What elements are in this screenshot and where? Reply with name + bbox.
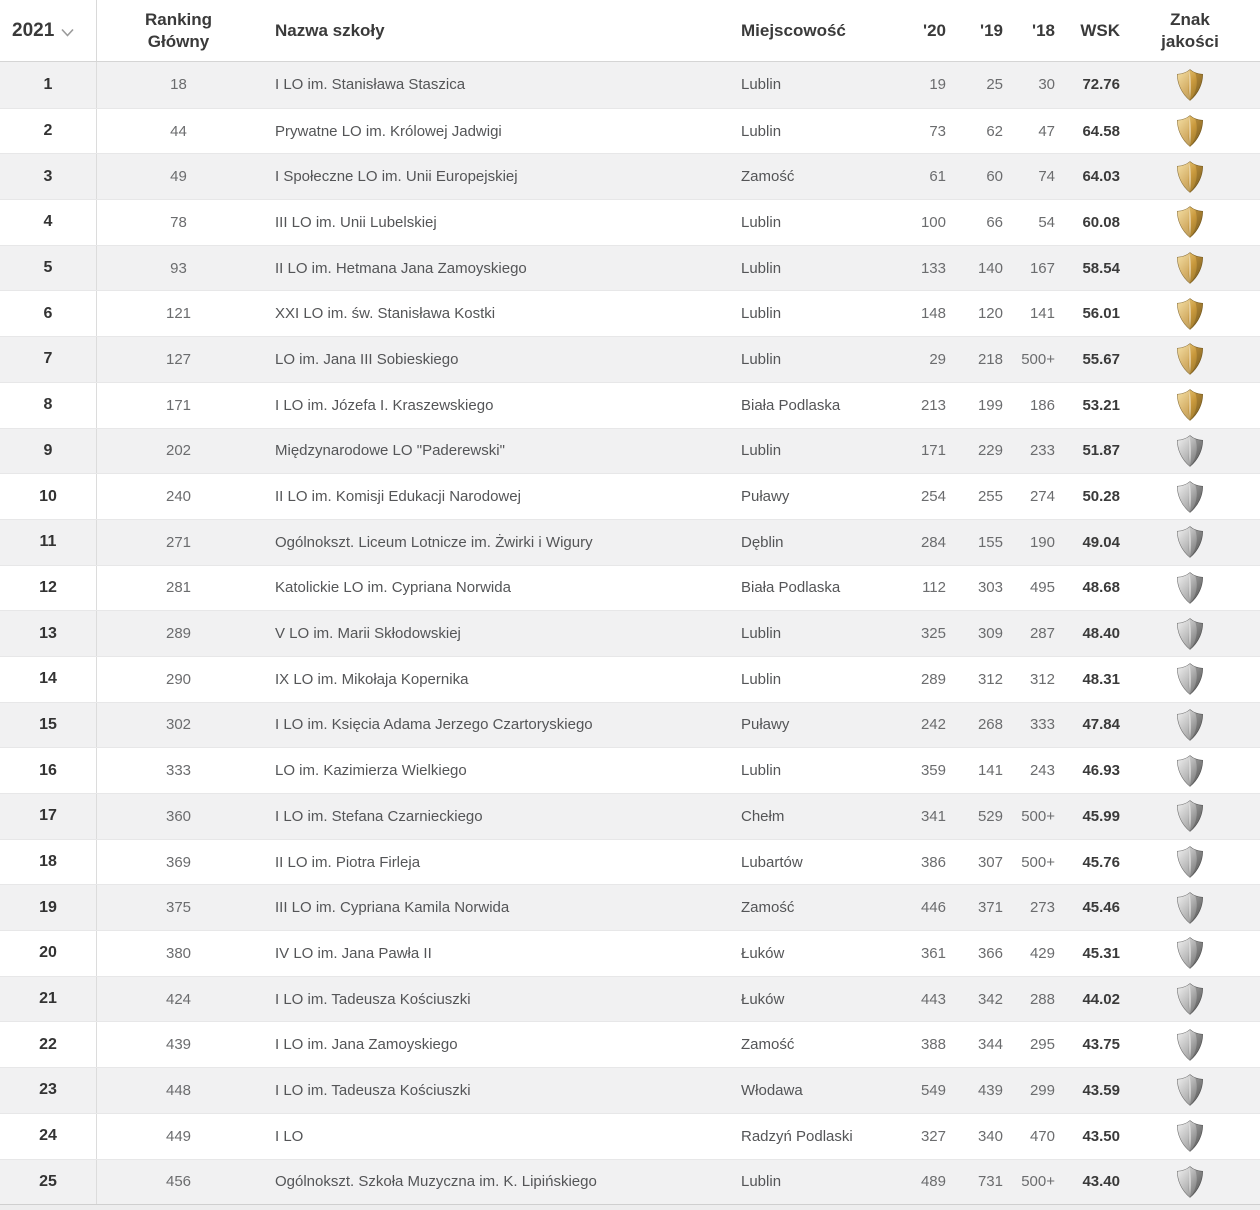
rank-2019-cell: 366 xyxy=(977,944,1003,962)
quality-mark-cell xyxy=(1120,703,1260,748)
quality-shield-icon xyxy=(1175,1119,1205,1153)
table-row[interactable] xyxy=(0,519,1260,565)
quality-mark-cell xyxy=(1120,246,1260,291)
school-name-link[interactable]: II LO im. Piotra Firleja xyxy=(275,853,421,871)
rank-2019-cell: 255 xyxy=(977,488,1003,506)
table-row[interactable] xyxy=(0,884,1260,930)
quality-shield-icon xyxy=(1175,1073,1205,1107)
quality-mark-cell xyxy=(1120,154,1260,199)
column-header-city: Miejscowość xyxy=(741,20,846,40)
main-ranking-cell: 448 xyxy=(165,1081,192,1099)
school-name-link[interactable]: Ogólnokszt. Liceum Lotnicze im. Żwirki i Wigury xyxy=(275,533,593,551)
rank-2020-cell: 359 xyxy=(920,762,946,780)
quality-mark-cell xyxy=(1120,566,1260,611)
rank-cell: 19 xyxy=(0,885,97,930)
rank-2018-cell: 233 xyxy=(1029,442,1055,460)
rank-2019-cell: 312 xyxy=(977,670,1003,688)
city-cell: Radzyń Podlaski xyxy=(741,1127,853,1145)
rank-2018-cell: 287 xyxy=(1029,625,1055,643)
rank-2019-cell: 155 xyxy=(977,533,1003,551)
quality-shield-icon xyxy=(1175,68,1205,102)
quality-shield-icon xyxy=(1175,434,1205,468)
column-header-2020: '20 xyxy=(923,20,946,40)
rank-2018-cell: 500+ xyxy=(1021,1173,1055,1191)
quality-shield-icon xyxy=(1175,617,1205,651)
quality-mark-cell xyxy=(1120,748,1260,793)
school-name-link[interactable]: LO im. Jana III Sobieskiego xyxy=(275,350,459,368)
rank-2019-cell: 340 xyxy=(977,1127,1003,1145)
school-name-link[interactable]: Katolickie LO im. Cypriana Norwida xyxy=(275,579,511,597)
school-name-link[interactable]: I LO xyxy=(275,1127,304,1145)
city-cell: Lubartów xyxy=(741,853,803,871)
school-name-link[interactable]: I LO im. Jana Zamoyskiego xyxy=(275,1036,458,1054)
rank-cell: 15 xyxy=(0,703,97,748)
main-ranking-cell: 171 xyxy=(165,396,192,414)
rank-2018-cell: 243 xyxy=(1029,762,1055,780)
rank-cell: 4 xyxy=(0,200,97,245)
quality-mark-cell xyxy=(1120,1022,1260,1067)
table-row[interactable] xyxy=(0,656,1260,702)
rank-2018-cell: 299 xyxy=(1029,1081,1055,1099)
wsk-score-cell: 45.31 xyxy=(1082,944,1120,962)
rank-2020-cell: 242 xyxy=(920,716,946,734)
rank-2018-cell: 186 xyxy=(1029,396,1055,414)
table-row[interactable] xyxy=(0,290,1260,336)
rank-2019-cell: 25 xyxy=(986,76,1003,94)
school-name-link[interactable]: V LO im. Marii Skłodowskiej xyxy=(275,625,461,643)
rank-cell: 18 xyxy=(0,840,97,885)
rank-2019-cell: 218 xyxy=(977,350,1003,368)
table-row[interactable] xyxy=(0,976,1260,1022)
rank-2018-cell: 274 xyxy=(1029,488,1055,506)
rank-cell: 16 xyxy=(0,748,97,793)
city-cell: Lublin xyxy=(741,213,782,231)
quality-mark-cell xyxy=(1120,885,1260,930)
school-name-link[interactable]: XXI LO im. św. Stanisława Kostki xyxy=(275,305,496,323)
rank-2020-cell: 388 xyxy=(920,1036,946,1054)
chevron-down-icon xyxy=(61,28,74,37)
rank-2018-cell: 500+ xyxy=(1021,807,1055,825)
rank-cell: 11 xyxy=(0,520,97,565)
quality-mark-cell xyxy=(1120,291,1260,336)
school-name-link[interactable]: I LO im. Stefana Czarnieckiego xyxy=(275,807,483,825)
quality-shield-icon xyxy=(1175,936,1205,970)
table-header-row xyxy=(0,0,1260,62)
rank-2018-cell: 54 xyxy=(1038,213,1055,231)
rank-2018-cell: 500+ xyxy=(1021,853,1055,871)
quality-shield-icon xyxy=(1175,845,1205,879)
quality-mark-cell xyxy=(1120,1114,1260,1159)
rank-2020-cell: 254 xyxy=(920,488,946,506)
city-cell: Lublin xyxy=(741,305,782,323)
main-ranking-cell: 369 xyxy=(165,853,192,871)
quality-mark-cell xyxy=(1120,977,1260,1022)
wsk-score-cell: 43.59 xyxy=(1082,1081,1120,1099)
rank-cell: 7 xyxy=(0,337,97,382)
table-row[interactable] xyxy=(0,1021,1260,1067)
main-ranking-cell: 424 xyxy=(165,990,192,1008)
table-body xyxy=(0,62,1260,1204)
quality-shield-icon xyxy=(1175,799,1205,833)
rank-2020-cell: 386 xyxy=(920,853,946,871)
wsk-score-cell: 48.68 xyxy=(1082,579,1120,597)
rank-2018-cell: 429 xyxy=(1029,944,1055,962)
wsk-score-cell: 49.04 xyxy=(1082,533,1120,551)
rank-2018-cell: 190 xyxy=(1029,533,1055,551)
main-ranking-cell: 333 xyxy=(165,762,192,780)
wsk-score-cell: 64.03 xyxy=(1082,168,1120,186)
city-cell: Biała Podlaska xyxy=(741,579,841,597)
rank-2019-cell: 439 xyxy=(977,1081,1003,1099)
wsk-score-cell: 55.67 xyxy=(1082,350,1120,368)
rank-2019-cell: 229 xyxy=(977,442,1003,460)
rank-2018-cell: 288 xyxy=(1029,990,1055,1008)
quality-shield-icon xyxy=(1175,754,1205,788)
rank-2020-cell: 289 xyxy=(920,670,946,688)
wsk-score-cell: 43.50 xyxy=(1082,1127,1120,1145)
rank-2018-cell: 167 xyxy=(1029,259,1055,277)
main-ranking-cell: 49 xyxy=(170,168,187,186)
rank-2019-cell: 60 xyxy=(986,168,1003,186)
main-ranking-cell: 302 xyxy=(165,716,192,734)
rank-cell: 1 xyxy=(0,62,97,108)
rank-2020-cell: 549 xyxy=(920,1081,946,1099)
rank-2018-cell: 295 xyxy=(1029,1036,1055,1054)
rank-cell: 2 xyxy=(0,109,97,154)
city-cell: Dęblin xyxy=(741,533,784,551)
wsk-score-cell: 72.76 xyxy=(1082,76,1120,94)
school-name-link[interactable]: II LO im. Hetmana Jana Zamoyskiego xyxy=(275,259,527,277)
wsk-score-cell: 51.87 xyxy=(1082,442,1120,460)
wsk-score-cell: 45.46 xyxy=(1082,899,1120,917)
city-cell: Lublin xyxy=(741,442,782,460)
school-name-link[interactable]: II LO im. Komisji Edukacji Narodowej xyxy=(275,488,521,506)
rank-cell: 12 xyxy=(0,566,97,611)
rank-2019-cell: 731 xyxy=(977,1173,1003,1191)
rank-2018-cell: 273 xyxy=(1029,899,1055,917)
school-name-link[interactable]: IV LO im. Jana Pawła II xyxy=(275,944,432,962)
column-header-2019: '19 xyxy=(980,20,1003,40)
wsk-score-cell: 46.93 xyxy=(1082,762,1120,780)
table-row[interactable] xyxy=(0,702,1260,748)
quality-shield-icon xyxy=(1175,708,1205,742)
main-ranking-cell: 360 xyxy=(165,807,192,825)
quality-mark-cell xyxy=(1120,611,1260,656)
city-cell: Zamość xyxy=(741,1036,795,1054)
column-header-wsk: WSK xyxy=(1080,20,1120,40)
rank-cell: 20 xyxy=(0,931,97,976)
city-cell: Lublin xyxy=(741,762,782,780)
year-dropdown[interactable] xyxy=(0,0,97,61)
rank-2019-cell: 199 xyxy=(977,396,1003,414)
city-cell: Puławy xyxy=(741,716,790,734)
quality-shield-icon xyxy=(1175,388,1205,422)
wsk-score-cell: 45.99 xyxy=(1082,807,1120,825)
school-name-link[interactable]: I LO im. Józefa I. Kraszewskiego xyxy=(275,396,494,414)
quality-mark-cell xyxy=(1120,429,1260,474)
quality-mark-cell xyxy=(1120,840,1260,885)
quality-shield-icon xyxy=(1175,160,1205,194)
quality-mark-cell xyxy=(1120,109,1260,154)
quality-mark-cell xyxy=(1120,520,1260,565)
rank-2019-cell: 529 xyxy=(977,807,1003,825)
table-row[interactable] xyxy=(0,108,1260,154)
rank-cell: 6 xyxy=(0,291,97,336)
school-name-link[interactable]: I Społeczne LO im. Unii Europejskiej xyxy=(275,168,518,186)
city-cell: Biała Podlaska xyxy=(741,396,841,414)
school-name-link[interactable]: I LO im. Księcia Adama Jerzego Czartoryskiego xyxy=(275,716,593,734)
rank-cell: 17 xyxy=(0,794,97,839)
school-name-link[interactable]: LO im. Kazimierza Wielkiego xyxy=(275,762,467,780)
quality-shield-icon xyxy=(1175,114,1205,148)
rank-2020-cell: 73 xyxy=(929,122,946,140)
rank-2018-cell: 312 xyxy=(1029,670,1055,688)
main-ranking-cell: 449 xyxy=(165,1127,192,1145)
table-row[interactable] xyxy=(0,1113,1260,1159)
main-ranking-cell: 44 xyxy=(170,122,187,140)
school-name-link[interactable]: I LO im. Tadeusza Kościuszki xyxy=(275,1081,471,1099)
rank-2020-cell: 171 xyxy=(920,442,946,460)
rank-2019-cell: 140 xyxy=(977,259,1003,277)
rank-2020-cell: 29 xyxy=(929,350,946,368)
rank-cell: 25 xyxy=(0,1160,97,1205)
column-header-quality-mark: Znak jakości xyxy=(1161,10,1219,51)
wsk-score-cell: 58.54 xyxy=(1082,259,1120,277)
rank-2020-cell: 213 xyxy=(920,396,946,414)
school-name-link[interactable]: I LO im. Stanisława Staszica xyxy=(275,76,466,94)
main-ranking-cell: 78 xyxy=(170,213,187,231)
year-dropdown-label: 2021 xyxy=(12,19,55,41)
rank-cell: 9 xyxy=(0,429,97,474)
rank-cell: 14 xyxy=(0,657,97,702)
table-row[interactable] xyxy=(0,565,1260,611)
rank-2020-cell: 443 xyxy=(920,990,946,1008)
wsk-score-cell: 53.21 xyxy=(1082,396,1120,414)
wsk-score-cell: 43.75 xyxy=(1082,1036,1120,1054)
rank-2019-cell: 66 xyxy=(986,213,1003,231)
rank-2020-cell: 112 xyxy=(922,579,946,597)
quality-mark-cell xyxy=(1120,200,1260,245)
rank-2020-cell: 327 xyxy=(920,1127,946,1145)
rank-cell: 3 xyxy=(0,154,97,199)
rank-2018-cell: 74 xyxy=(1038,168,1055,186)
table-row[interactable] xyxy=(0,428,1260,474)
rank-2019-cell: 303 xyxy=(977,579,1003,597)
school-name-link[interactable]: Ogólnokszt. Szkoła Muzyczna im. K. Lipińskiego xyxy=(275,1173,597,1191)
main-ranking-cell: 271 xyxy=(165,533,192,551)
quality-shield-icon xyxy=(1175,480,1205,514)
table-row[interactable] xyxy=(0,245,1260,291)
rank-cell: 13 xyxy=(0,611,97,656)
rank-2018-cell: 141 xyxy=(1029,305,1055,323)
quality-mark-cell xyxy=(1120,657,1260,702)
city-cell: Lublin xyxy=(741,76,782,94)
wsk-score-cell: 60.08 xyxy=(1082,213,1120,231)
table-row[interactable] xyxy=(0,153,1260,199)
table-row[interactable] xyxy=(0,930,1260,976)
quality-shield-icon xyxy=(1175,205,1205,239)
quality-shield-icon xyxy=(1175,525,1205,559)
table-row[interactable] xyxy=(0,610,1260,656)
main-ranking-cell: 202 xyxy=(165,442,192,460)
quality-shield-icon xyxy=(1175,1028,1205,1062)
rank-2020-cell: 61 xyxy=(929,168,946,186)
table-row[interactable] xyxy=(0,793,1260,839)
rank-2019-cell: 120 xyxy=(977,305,1003,323)
rank-2020-cell: 148 xyxy=(920,305,946,323)
rank-cell: 24 xyxy=(0,1114,97,1159)
main-ranking-cell: 240 xyxy=(165,488,192,506)
wsk-score-cell: 64.58 xyxy=(1082,122,1120,140)
rank-cell: 22 xyxy=(0,1022,97,1067)
table-row[interactable] xyxy=(0,839,1260,885)
city-cell: Zamość xyxy=(741,899,795,917)
rank-cell: 23 xyxy=(0,1068,97,1113)
rank-2018-cell: 30 xyxy=(1038,76,1055,94)
wsk-score-cell: 45.76 xyxy=(1082,853,1120,871)
rank-2019-cell: 309 xyxy=(977,625,1003,643)
wsk-score-cell: 44.02 xyxy=(1082,990,1120,1008)
rank-2018-cell: 495 xyxy=(1029,579,1055,597)
quality-mark-cell xyxy=(1120,1068,1260,1113)
main-ranking-cell: 289 xyxy=(165,625,192,643)
table-row[interactable] xyxy=(0,473,1260,519)
main-ranking-cell: 121 xyxy=(165,305,192,323)
main-ranking-cell: 456 xyxy=(165,1173,192,1191)
rank-cell: 21 xyxy=(0,977,97,1022)
quality-mark-cell xyxy=(1120,337,1260,382)
quality-shield-icon xyxy=(1175,342,1205,376)
quality-shield-icon xyxy=(1175,891,1205,925)
city-cell: Puławy xyxy=(741,488,790,506)
main-ranking-cell: 127 xyxy=(165,350,192,368)
main-ranking-cell: 18 xyxy=(170,76,187,94)
rank-2020-cell: 446 xyxy=(920,899,946,917)
rank-2020-cell: 284 xyxy=(920,533,946,551)
rank-2019-cell: 141 xyxy=(977,762,1003,780)
quality-mark-cell xyxy=(1120,383,1260,428)
school-name-link[interactable]: Prywatne LO im. Królowej Jadwigi xyxy=(275,122,502,140)
wsk-score-cell: 48.31 xyxy=(1082,670,1120,688)
city-cell: Lublin xyxy=(741,1173,782,1191)
table-row[interactable] xyxy=(0,1159,1260,1205)
rank-2020-cell: 361 xyxy=(920,944,946,962)
rank-2019-cell: 62 xyxy=(986,122,1003,140)
quality-shield-icon xyxy=(1175,297,1205,331)
school-name-link[interactable]: III LO im. Unii Lubelskiej xyxy=(275,213,437,231)
table-row[interactable] xyxy=(0,747,1260,793)
wsk-score-cell: 56.01 xyxy=(1082,305,1120,323)
quality-shield-icon xyxy=(1175,982,1205,1016)
wsk-score-cell: 48.40 xyxy=(1082,625,1120,643)
city-cell: Łuków xyxy=(741,944,785,962)
rank-2018-cell: 470 xyxy=(1029,1127,1055,1145)
city-cell: Chełm xyxy=(741,807,785,825)
table-row[interactable] xyxy=(0,1067,1260,1113)
main-ranking-cell: 93 xyxy=(170,259,187,277)
quality-mark-cell xyxy=(1120,794,1260,839)
rank-2019-cell: 342 xyxy=(977,990,1003,1008)
quality-mark-cell xyxy=(1120,1160,1260,1205)
rank-2019-cell: 268 xyxy=(977,716,1003,734)
city-cell: Lublin xyxy=(741,625,782,643)
main-ranking-cell: 290 xyxy=(165,670,192,688)
table-row[interactable] xyxy=(0,199,1260,245)
main-ranking-cell: 375 xyxy=(165,899,192,917)
city-cell: Lublin xyxy=(741,350,782,368)
wsk-score-cell: 43.40 xyxy=(1082,1173,1120,1191)
rank-2018-cell: 500+ xyxy=(1021,350,1055,368)
city-cell: Lublin xyxy=(741,670,782,688)
city-cell: Zamość xyxy=(741,168,795,186)
next-row-partial xyxy=(0,1204,1260,1210)
column-header-ranking-glowny: Ranking Główny xyxy=(144,10,213,51)
city-cell: Włodawa xyxy=(741,1081,803,1099)
school-name-link[interactable]: IX LO im. Mikołaja Kopernika xyxy=(275,670,469,688)
column-header-school-name: Nazwa szkoły xyxy=(275,20,385,40)
city-cell: Lublin xyxy=(741,122,782,140)
rank-cell: 5 xyxy=(0,246,97,291)
quality-mark-cell xyxy=(1120,931,1260,976)
rank-2020-cell: 341 xyxy=(920,807,946,825)
rank-2018-cell: 333 xyxy=(1029,716,1055,734)
wsk-score-cell: 50.28 xyxy=(1082,488,1120,506)
main-ranking-cell: 439 xyxy=(165,1036,192,1054)
quality-shield-icon xyxy=(1175,1165,1205,1199)
rank-2020-cell: 100 xyxy=(920,213,946,231)
school-name-link[interactable]: III LO im. Cypriana Kamila Norwida xyxy=(275,899,510,917)
rank-2020-cell: 325 xyxy=(920,625,946,643)
rank-2020-cell: 133 xyxy=(920,259,946,277)
quality-shield-icon xyxy=(1175,251,1205,285)
quality-mark-cell xyxy=(1120,474,1260,519)
rank-2019-cell: 371 xyxy=(977,899,1003,917)
school-name-link[interactable]: Międzynarodowe LO "Paderewski" xyxy=(275,442,505,460)
table-row[interactable] xyxy=(0,62,1260,108)
rank-2018-cell: 47 xyxy=(1038,122,1055,140)
table-row[interactable] xyxy=(0,336,1260,382)
main-ranking-cell: 380 xyxy=(165,944,192,962)
column-header-2018: '18 xyxy=(1032,20,1055,40)
rank-2020-cell: 19 xyxy=(929,76,946,94)
rank-2020-cell: 489 xyxy=(920,1173,946,1191)
table-row[interactable] xyxy=(0,382,1260,428)
rank-cell: 10 xyxy=(0,474,97,519)
quality-mark-cell xyxy=(1120,62,1260,108)
main-ranking-cell: 281 xyxy=(165,579,192,597)
city-cell: Lublin xyxy=(741,259,782,277)
school-name-link[interactable]: I LO im. Tadeusza Kościuszki xyxy=(275,990,471,1008)
rank-2019-cell: 307 xyxy=(977,853,1003,871)
city-cell: Łuków xyxy=(741,990,785,1008)
rank-cell: 8 xyxy=(0,383,97,428)
wsk-score-cell: 47.84 xyxy=(1082,716,1120,734)
quality-shield-icon xyxy=(1175,571,1205,605)
rank-2019-cell: 344 xyxy=(977,1036,1003,1054)
quality-shield-icon xyxy=(1175,662,1205,696)
